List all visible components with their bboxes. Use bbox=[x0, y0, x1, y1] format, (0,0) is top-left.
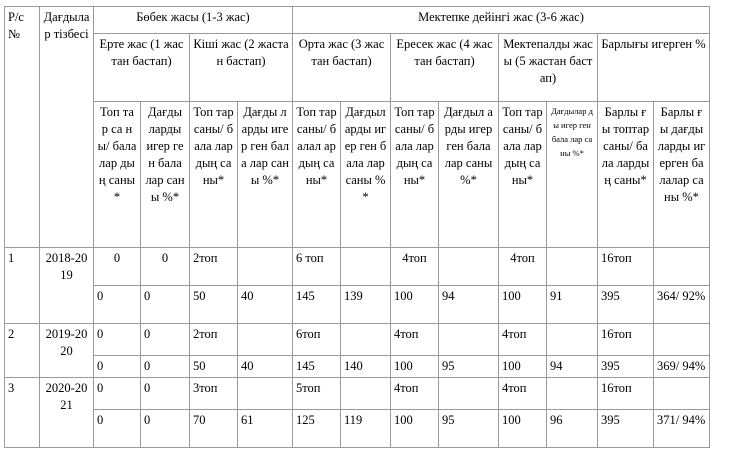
table-cell: 119 bbox=[341, 410, 391, 448]
table-cell: 0 bbox=[141, 356, 190, 378]
table-cell: 145 bbox=[293, 286, 341, 324]
sub-mastered-header: Дағдылар ды игер ген бала лар саны %* bbox=[547, 102, 598, 248]
row-number: 1 bbox=[5, 248, 40, 324]
table-cell: 40 bbox=[238, 356, 293, 378]
sub-mastered-header: Дағды ларды игер ген бала лар саны %* bbox=[141, 102, 190, 248]
sub-groups-header: Топ тар са ны/ бала лар дың саны* bbox=[94, 102, 141, 248]
infant-age-header: Бөбек жасы (1-3 жас) bbox=[94, 7, 293, 34]
table-cell: 0 bbox=[94, 286, 141, 324]
table-cell: 91 bbox=[547, 286, 598, 324]
table-cell bbox=[341, 248, 391, 286]
table-cell: 6топ bbox=[293, 324, 341, 356]
table-cell: 0 bbox=[141, 286, 190, 324]
age-early-header: Ерте жас (1 жастан бастап) bbox=[94, 34, 190, 102]
table-cell: 125 bbox=[293, 410, 341, 448]
table-cell: 94 bbox=[439, 286, 499, 324]
table-row bbox=[5, 410, 710, 448]
sub-groups-header: Топ тар саны/ бала лар дың саны* bbox=[190, 102, 238, 248]
col-skill-header: Дағдылар тізбесі bbox=[40, 7, 94, 248]
table-cell bbox=[654, 248, 710, 286]
table-cell bbox=[341, 324, 391, 356]
table-cell: 100 bbox=[499, 286, 547, 324]
table-cell: 100 bbox=[499, 410, 547, 448]
table-cell: 0 bbox=[94, 248, 141, 286]
table-cell bbox=[439, 378, 499, 410]
table-cell bbox=[341, 378, 391, 410]
sub-mastered-total-header: Барлы ғы дағды ларды игерген балалар саны %* bbox=[654, 102, 710, 248]
table-cell bbox=[654, 378, 710, 410]
header-row-sub bbox=[5, 102, 710, 248]
table-row bbox=[5, 248, 710, 286]
table-cell: 50 bbox=[190, 286, 238, 324]
age-middle-header: Орта жас (3 жастан бастап) bbox=[293, 34, 391, 102]
sub-groups-header: Топ тар саны/ бала лар дың саны* bbox=[499, 102, 547, 248]
age-prep-header: Мектепалды жасы (5 жастан бастап) bbox=[499, 34, 598, 102]
table-cell: 4топ bbox=[391, 378, 439, 410]
preschool-age-header: Мектепке дейінгі жас (3-6 жас) bbox=[293, 7, 710, 34]
table-cell: 0 bbox=[94, 410, 141, 448]
table-cell: 0 bbox=[94, 356, 141, 378]
table-row bbox=[5, 356, 710, 378]
table-cell: 0 bbox=[94, 324, 141, 356]
table-cell bbox=[439, 324, 499, 356]
table-cell: 4топ bbox=[391, 248, 439, 286]
table-cell: 100 bbox=[391, 410, 439, 448]
table-cell: 4топ bbox=[499, 248, 547, 286]
row-number: 2 bbox=[5, 324, 40, 378]
table-cell: 371/ 94% bbox=[654, 410, 710, 448]
table-cell: 6 топ bbox=[293, 248, 341, 286]
table-cell: 61 bbox=[238, 410, 293, 448]
table-cell: 0 bbox=[141, 324, 190, 356]
skills-table bbox=[4, 6, 710, 448]
table-cell: 95 bbox=[439, 410, 499, 448]
age-senior-header: Ересек жас (4 жастан бастап) bbox=[391, 34, 499, 102]
table-cell: 0 bbox=[94, 378, 141, 410]
table-cell: 0 bbox=[141, 410, 190, 448]
table-cell: 100 bbox=[391, 356, 439, 378]
table-cell: 2топ bbox=[190, 248, 238, 286]
table-row bbox=[5, 286, 710, 324]
header-row-groups bbox=[5, 7, 710, 34]
table-cell: 50 bbox=[190, 356, 238, 378]
table-cell: 16топ bbox=[598, 378, 654, 410]
table-cell: 0 bbox=[141, 378, 190, 410]
table-cell: 16топ bbox=[598, 324, 654, 356]
sub-groups-header: Топ тар саны/ балал ар дың саны* bbox=[293, 102, 341, 248]
table-cell: 5топ bbox=[293, 378, 341, 410]
table-cell bbox=[238, 248, 293, 286]
table-cell: 0 bbox=[141, 248, 190, 286]
table-cell bbox=[654, 324, 710, 356]
table-row bbox=[5, 324, 710, 356]
table-cell bbox=[547, 324, 598, 356]
table-cell: 364/ 92% bbox=[654, 286, 710, 324]
table-cell bbox=[439, 248, 499, 286]
col-number-header: Р/с № bbox=[5, 7, 40, 248]
table-cell: 94 bbox=[547, 356, 598, 378]
table-cell: 140 bbox=[341, 356, 391, 378]
sub-mastered-header: Дағды ларды игер ген бала лар саны %* bbox=[238, 102, 293, 248]
table-cell: 16топ bbox=[598, 248, 654, 286]
table-cell bbox=[238, 324, 293, 356]
table-cell: 100 bbox=[499, 356, 547, 378]
table-cell: 2топ bbox=[190, 324, 238, 356]
header-row-ages bbox=[5, 34, 710, 102]
table-cell: 100 bbox=[391, 286, 439, 324]
sub-groups-header: Топ тар саны/ бала лар дың саны* bbox=[391, 102, 439, 248]
row-year: 2018-2019 bbox=[40, 248, 94, 324]
table-cell: 139 bbox=[341, 286, 391, 324]
table-cell: 3топ bbox=[190, 378, 238, 410]
sub-mastered-header: Дағдыл арды игер ген бала лар саны %* bbox=[439, 102, 499, 248]
table-cell: 4топ bbox=[499, 378, 547, 410]
table-cell bbox=[547, 378, 598, 410]
row-year: 2019-2020 bbox=[40, 324, 94, 378]
row-year: 2020-2021 bbox=[40, 378, 94, 448]
table-cell bbox=[547, 248, 598, 286]
table-cell: 395 bbox=[598, 356, 654, 378]
table-cell: 4топ bbox=[499, 324, 547, 356]
table-cell: 95 bbox=[439, 356, 499, 378]
table-cell: 40 bbox=[238, 286, 293, 324]
sub-groups-total-header: Барлы ғы топтар саны/ бала лардың саны* bbox=[598, 102, 654, 248]
table-cell: 145 bbox=[293, 356, 341, 378]
table-cell: 395 bbox=[598, 286, 654, 324]
table-row bbox=[5, 378, 710, 410]
table-cell: 96 bbox=[547, 410, 598, 448]
table-cell: 4топ bbox=[391, 324, 439, 356]
total-pct-header: Барлығы игерген % bbox=[598, 34, 710, 102]
age-junior-header: Кіші жас (2 жастан бастап) bbox=[190, 34, 293, 102]
sub-mastered-header: Дағдыл арды игер ген бала лар саны %* bbox=[341, 102, 391, 248]
table-cell: 369/ 94% bbox=[654, 356, 710, 378]
table-cell: 70 bbox=[190, 410, 238, 448]
table-cell: 395 bbox=[598, 410, 654, 448]
row-number: 3 bbox=[5, 378, 40, 448]
table-cell bbox=[238, 378, 293, 410]
